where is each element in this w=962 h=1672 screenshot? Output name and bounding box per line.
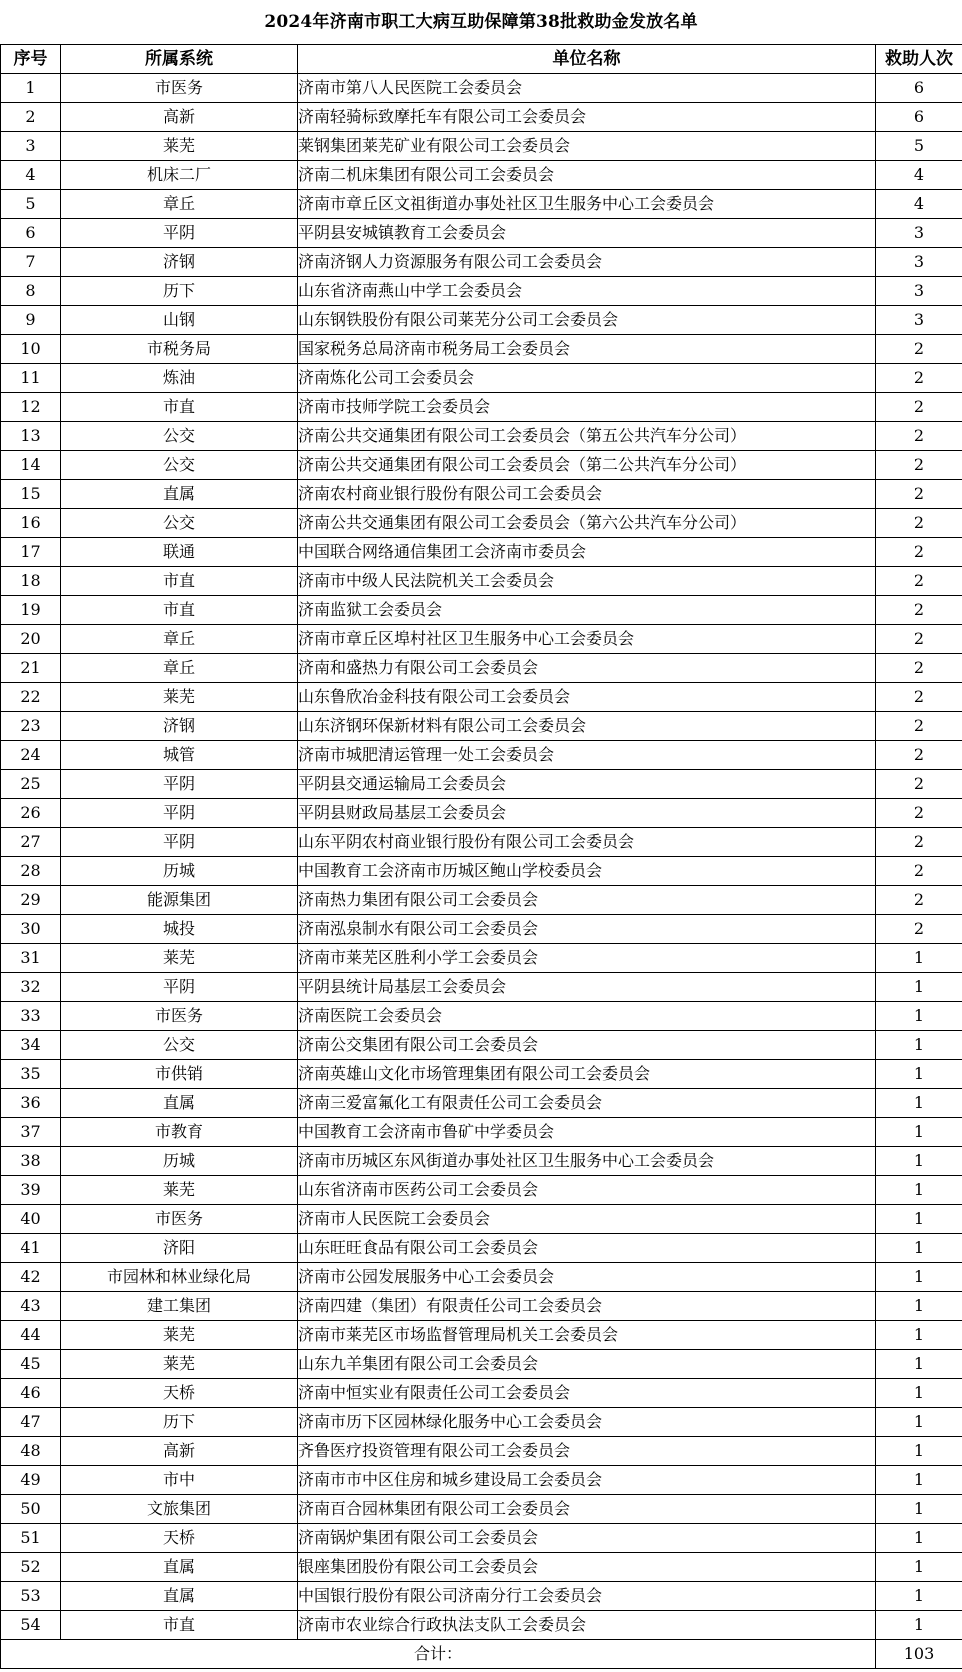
table-row [1,857,962,886]
row-number: 33 [1,1002,61,1031]
header-count: 救助人次 [876,45,962,74]
row-relief-count: 1 [876,1089,962,1118]
row-unit-name: 济南炼化公司工会委员会 [298,364,876,393]
row-number: 48 [1,1437,61,1466]
row-relief-count: 2 [876,828,962,857]
header-unit: 单位名称 [298,45,876,74]
row-relief-count: 1 [876,1263,962,1292]
row-number: 2 [1,103,61,132]
row-unit-name: 山东省济南市医药公司工会委员会 [298,1176,876,1205]
total-value: 103 [876,1640,962,1669]
row-system: 莱芜 [61,1321,298,1350]
row-unit-name: 山东省济南燕山中学工会委员会 [298,277,876,306]
table-row [1,1263,962,1292]
row-relief-count: 1 [876,1350,962,1379]
row-number: 27 [1,828,61,857]
row-unit-name: 山东鲁欣冶金科技有限公司工会委员会 [298,683,876,712]
table-row [1,74,962,103]
table-row [1,712,962,741]
row-relief-count: 2 [876,654,962,683]
row-number: 37 [1,1118,61,1147]
row-unit-name: 济南公共交通集团有限公司工会委员会（第二公共汽车分公司） [298,451,876,480]
row-unit-name: 济南农村商业银行股份有限公司工会委员会 [298,480,876,509]
row-relief-count: 2 [876,799,962,828]
header-system: 所属系统 [61,45,298,74]
row-relief-count: 3 [876,219,962,248]
table-row [1,422,962,451]
row-number: 11 [1,364,61,393]
table-row [1,1379,962,1408]
table-row [1,1437,962,1466]
row-unit-name: 济南公共交通集团有限公司工会委员会（第五公共汽车分公司） [298,422,876,451]
table-row [1,277,962,306]
row-relief-count: 1 [876,1205,962,1234]
table-row [1,248,962,277]
row-unit-name: 济南市城肥清运管理一处工会委员会 [298,741,876,770]
row-relief-count: 4 [876,161,962,190]
row-relief-count: 1 [876,1147,962,1176]
row-system: 市供销 [61,1060,298,1089]
row-unit-name: 平阴县财政局基层工会委员会 [298,799,876,828]
row-unit-name: 银座集团股份有限公司工会委员会 [298,1553,876,1582]
row-system: 市教育 [61,1118,298,1147]
row-relief-count: 1 [876,1031,962,1060]
table-row [1,103,962,132]
row-relief-count: 1 [876,973,962,1002]
row-system: 济钢 [61,248,298,277]
row-unit-name: 山东钢铁股份有限公司莱芜分公司工会委员会 [298,306,876,335]
row-system: 山钢 [61,306,298,335]
row-unit-name: 济南公交集团有限公司工会委员会 [298,1031,876,1060]
row-number: 35 [1,1060,61,1089]
table-row [1,1495,962,1524]
row-unit-name: 山东济钢环保新材料有限公司工会委员会 [298,712,876,741]
row-unit-name: 国家税务总局济南市税务局工会委员会 [298,335,876,364]
row-number: 34 [1,1031,61,1060]
table-row [1,596,962,625]
row-relief-count: 1 [876,1466,962,1495]
row-unit-name: 济南市第八人民医院工会委员会 [298,74,876,103]
row-system: 平阴 [61,770,298,799]
row-system: 联通 [61,538,298,567]
row-unit-name: 济南市历城区东风街道办事处社区卫生服务中心工会委员会 [298,1147,876,1176]
table-row [1,567,962,596]
row-number: 29 [1,886,61,915]
row-number: 44 [1,1321,61,1350]
row-system: 天桥 [61,1524,298,1553]
row-system: 市医务 [61,1205,298,1234]
row-system: 章丘 [61,654,298,683]
row-number: 45 [1,1350,61,1379]
row-relief-count: 1 [876,1553,962,1582]
table-row [1,1321,962,1350]
row-unit-name: 济南百合园林集团有限公司工会委员会 [298,1495,876,1524]
row-unit-name: 济南济钢人力资源服务有限公司工会委员会 [298,248,876,277]
row-relief-count: 1 [876,1495,962,1524]
table-row [1,1089,962,1118]
row-number: 8 [1,277,61,306]
table-row [1,1611,962,1640]
row-unit-name: 济南市技师学院工会委员会 [298,393,876,422]
row-relief-count: 1 [876,1437,962,1466]
table-row [1,799,962,828]
document-title: 2024年济南市职工大病互助保障第38批救助金发放名单 [264,12,698,32]
row-system: 市直 [61,567,298,596]
row-number: 24 [1,741,61,770]
row-number: 9 [1,306,61,335]
row-relief-count: 1 [876,1234,962,1263]
row-system: 直属 [61,1582,298,1611]
row-number: 22 [1,683,61,712]
row-system: 炼油 [61,364,298,393]
table-row [1,1292,962,1321]
table-row [1,1147,962,1176]
row-number: 13 [1,422,61,451]
row-unit-name: 济南锅炉集团有限公司工会委员会 [298,1524,876,1553]
row-number: 50 [1,1495,61,1524]
table-row [1,741,962,770]
row-relief-count: 2 [876,422,962,451]
row-unit-name: 济南英雄山文化市场管理集团有限公司工会委员会 [298,1060,876,1089]
row-system: 市直 [61,596,298,625]
table-row [1,538,962,567]
row-number: 46 [1,1379,61,1408]
row-number: 31 [1,944,61,973]
row-number: 3 [1,132,61,161]
row-unit-name: 齐鲁医疗投资管理有限公司工会委员会 [298,1437,876,1466]
row-number: 39 [1,1176,61,1205]
row-relief-count: 3 [876,306,962,335]
table-row [1,1350,962,1379]
table-row [1,1060,962,1089]
row-unit-name: 平阴县统计局基层工会委员会 [298,973,876,1002]
row-relief-count: 2 [876,567,962,596]
table-row [1,219,962,248]
table-body [1,74,962,1640]
row-unit-name: 山东平阴农村商业银行股份有限公司工会委员会 [298,828,876,857]
row-system: 莱芜 [61,132,298,161]
row-number: 53 [1,1582,61,1611]
row-unit-name: 济南市莱芜区胜利小学工会委员会 [298,944,876,973]
row-system: 市医务 [61,1002,298,1031]
row-system: 历城 [61,1147,298,1176]
row-number: 42 [1,1263,61,1292]
row-relief-count: 2 [876,741,962,770]
row-system: 文旅集团 [61,1495,298,1524]
table-row [1,654,962,683]
row-system: 城投 [61,915,298,944]
relief-list-table [0,44,962,1669]
row-relief-count: 5 [876,132,962,161]
header-row [1,45,962,74]
row-system: 济阳 [61,1234,298,1263]
row-unit-name: 莱钢集团莱芜矿业有限公司工会委员会 [298,132,876,161]
row-relief-count: 1 [876,1524,962,1553]
row-system: 市中 [61,1466,298,1495]
row-number: 28 [1,857,61,886]
row-number: 26 [1,799,61,828]
row-number: 30 [1,915,61,944]
table-row [1,451,962,480]
row-unit-name: 济南市中级人民法院机关工会委员会 [298,567,876,596]
row-number: 49 [1,1466,61,1495]
row-system: 平阴 [61,799,298,828]
table-row [1,1002,962,1031]
row-system: 莱芜 [61,1350,298,1379]
row-relief-count: 1 [876,944,962,973]
row-relief-count: 2 [876,683,962,712]
row-system: 市直 [61,393,298,422]
row-relief-count: 2 [876,857,962,886]
row-number: 52 [1,1553,61,1582]
row-system: 市税务局 [61,335,298,364]
row-number: 36 [1,1089,61,1118]
row-system: 直属 [61,1089,298,1118]
table-row [1,161,962,190]
row-number: 4 [1,161,61,190]
row-relief-count: 2 [876,451,962,480]
row-relief-count: 4 [876,190,962,219]
row-number: 41 [1,1234,61,1263]
table-row [1,1205,962,1234]
row-number: 38 [1,1147,61,1176]
row-relief-count: 1 [876,1176,962,1205]
table-row [1,625,962,654]
total-label: 合计： [1,1640,876,1669]
row-system: 直属 [61,480,298,509]
row-number: 25 [1,770,61,799]
row-unit-name: 济南市市中区住房和城乡建设局工会委员会 [298,1466,876,1495]
table-row [1,683,962,712]
row-system: 公交 [61,1031,298,1060]
row-number: 43 [1,1292,61,1321]
row-system: 历城 [61,857,298,886]
row-relief-count: 2 [876,712,962,741]
row-number: 47 [1,1408,61,1437]
row-relief-count: 2 [876,364,962,393]
row-unit-name: 济南市历下区园林绿化服务中心工会委员会 [298,1408,876,1437]
table-row [1,1031,962,1060]
row-unit-name: 济南市农业综合行政执法支队工会委员会 [298,1611,876,1640]
row-number: 12 [1,393,61,422]
row-relief-count: 1 [876,1611,962,1640]
row-unit-name: 济南中恒实业有限责任公司工会委员会 [298,1379,876,1408]
row-number: 20 [1,625,61,654]
row-system: 市医务 [61,74,298,103]
row-unit-name: 济南热力集团有限公司工会委员会 [298,886,876,915]
row-relief-count: 2 [876,480,962,509]
row-relief-count: 1 [876,1118,962,1147]
row-relief-count: 1 [876,1060,962,1089]
row-system: 莱芜 [61,1176,298,1205]
row-number: 6 [1,219,61,248]
row-system: 高新 [61,1437,298,1466]
row-number: 10 [1,335,61,364]
row-unit-name: 济南市章丘区埠村社区卫生服务中心工会委员会 [298,625,876,654]
table-row [1,828,962,857]
table-row [1,335,962,364]
table-row [1,886,962,915]
row-unit-name: 济南市莱芜区市场监督管理局机关工会委员会 [298,1321,876,1350]
table-row [1,509,962,538]
row-number: 15 [1,480,61,509]
row-system: 济钢 [61,712,298,741]
row-relief-count: 1 [876,1321,962,1350]
table-row [1,973,962,1002]
table-row [1,1118,962,1147]
row-unit-name: 平阴县安城镇教育工会委员会 [298,219,876,248]
table-row [1,1176,962,1205]
row-unit-name: 济南市公园发展服务中心工会委员会 [298,1263,876,1292]
row-relief-count: 2 [876,335,962,364]
row-number: 17 [1,538,61,567]
row-number: 16 [1,509,61,538]
row-relief-count: 1 [876,1408,962,1437]
row-unit-name: 济南泓泉制水有限公司工会委员会 [298,915,876,944]
row-system: 平阴 [61,973,298,1002]
row-system: 建工集团 [61,1292,298,1321]
row-system: 市园林和林业绿化局 [61,1263,298,1292]
table-row [1,1408,962,1437]
row-system: 公交 [61,509,298,538]
row-unit-name: 济南和盛热力有限公司工会委员会 [298,654,876,683]
row-unit-name: 中国银行股份有限公司济南分行工会委员会 [298,1582,876,1611]
row-relief-count: 1 [876,1292,962,1321]
table-row [1,1553,962,1582]
table-row [1,1234,962,1263]
header-no: 序号 [1,45,61,74]
row-number: 32 [1,973,61,1002]
table-row [1,770,962,799]
row-relief-count: 1 [876,1379,962,1408]
table-row [1,944,962,973]
row-system: 城管 [61,741,298,770]
row-system: 历下 [61,277,298,306]
row-system: 直属 [61,1553,298,1582]
row-relief-count: 2 [876,538,962,567]
row-number: 14 [1,451,61,480]
row-system: 平阴 [61,219,298,248]
row-unit-name: 济南市人民医院工会委员会 [298,1205,876,1234]
row-relief-count: 6 [876,103,962,132]
row-unit-name: 中国联合网络通信集团工会济南市委员会 [298,538,876,567]
row-relief-count: 2 [876,770,962,799]
row-system: 历下 [61,1408,298,1437]
row-unit-name: 济南监狱工会委员会 [298,596,876,625]
table-row [1,393,962,422]
row-unit-name: 济南医院工会委员会 [298,1002,876,1031]
row-unit-name: 济南轻骑标致摩托车有限公司工会委员会 [298,103,876,132]
row-number: 23 [1,712,61,741]
table-row [1,364,962,393]
row-unit-name: 济南二机床集团有限公司工会委员会 [298,161,876,190]
row-system: 高新 [61,103,298,132]
row-unit-name: 济南公共交通集团有限公司工会委员会（第六公共汽车分公司） [298,509,876,538]
row-system: 平阴 [61,828,298,857]
table-row [1,190,962,219]
row-system: 公交 [61,451,298,480]
table-row [1,480,962,509]
row-system: 市直 [61,1611,298,1640]
table-row [1,1582,962,1611]
row-unit-name: 济南市章丘区文祖街道办事处社区卫生服务中心工会委员会 [298,190,876,219]
row-unit-name: 平阴县交通运输局工会委员会 [298,770,876,799]
row-unit-name: 山东九羊集团有限公司工会委员会 [298,1350,876,1379]
row-relief-count: 2 [876,625,962,654]
row-unit-name: 中国教育工会济南市鲁矿中学委员会 [298,1118,876,1147]
row-number: 18 [1,567,61,596]
row-number: 19 [1,596,61,625]
row-relief-count: 2 [876,886,962,915]
row-relief-count: 1 [876,1582,962,1611]
row-number: 51 [1,1524,61,1553]
row-relief-count: 2 [876,393,962,422]
row-system: 章丘 [61,625,298,654]
row-unit-name: 济南三爱富氟化工有限责任公司工会委员会 [298,1089,876,1118]
row-unit-name: 山东旺旺食品有限公司工会委员会 [298,1234,876,1263]
row-relief-count: 1 [876,1002,962,1031]
row-system: 莱芜 [61,683,298,712]
row-relief-count: 3 [876,248,962,277]
row-relief-count: 6 [876,74,962,103]
table-row [1,915,962,944]
row-system: 机床二厂 [61,161,298,190]
row-system: 莱芜 [61,944,298,973]
row-relief-count: 2 [876,596,962,625]
row-unit-name: 中国教育工会济南市历城区鲍山学校委员会 [298,857,876,886]
row-number: 21 [1,654,61,683]
table-row [1,1466,962,1495]
row-system: 能源集团 [61,886,298,915]
row-relief-count: 3 [876,277,962,306]
row-relief-count: 2 [876,509,962,538]
row-relief-count: 2 [876,915,962,944]
table-row [1,306,962,335]
table-row [1,132,962,161]
row-number: 40 [1,1205,61,1234]
row-number: 7 [1,248,61,277]
row-number: 5 [1,190,61,219]
row-system: 章丘 [61,190,298,219]
row-number: 54 [1,1611,61,1640]
row-number: 1 [1,74,61,103]
row-system: 天桥 [61,1379,298,1408]
row-system: 公交 [61,422,298,451]
table-row [1,1524,962,1553]
total-row [1,1640,962,1669]
row-unit-name: 济南四建（集团）有限责任公司工会委员会 [298,1292,876,1321]
